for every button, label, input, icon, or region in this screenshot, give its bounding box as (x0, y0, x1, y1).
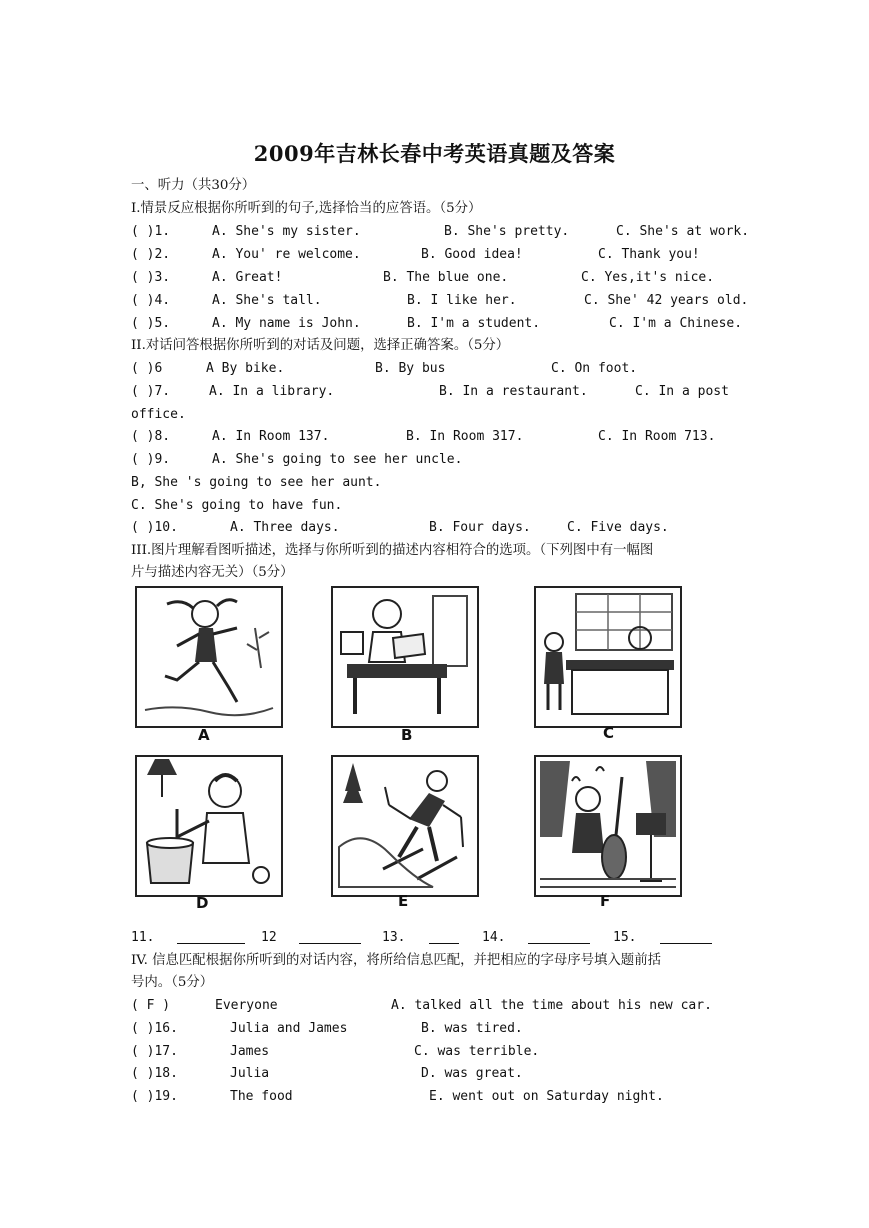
answer-blank[interactable] (177, 929, 245, 944)
picture-label: C (603, 724, 615, 742)
answer-blank[interactable] (299, 929, 361, 944)
picture-label: A (198, 726, 210, 744)
picture-label: D (196, 894, 209, 912)
picture-label: E (398, 892, 409, 910)
picture-e (331, 755, 479, 897)
picture-d (135, 755, 283, 897)
page-title: 2009年吉林长春中考英语真题及答案 (253, 141, 616, 166)
answer-blank[interactable] (528, 929, 590, 944)
picture-label: B (401, 726, 413, 744)
picture-a (135, 586, 283, 728)
question-option: C. She's going to have fun. (131, 498, 343, 513)
answer-blank[interactable] (660, 929, 712, 944)
part-iv-heading-cont: 号内。（5分） (131, 975, 214, 990)
part-iii-heading: III.图片理解看图听描述，选择与你所听到的描述内容相符合的选项。（下列图中有一幅图 (131, 543, 654, 558)
picture-label: F (600, 892, 611, 910)
question-option: B, She 's going to see her aunt. (131, 475, 382, 490)
part-iv-heading: IV. 信息匹配根据你所听到的对话内容，将所给信息匹配，并把相应的字母序号填入题前括 (131, 953, 661, 968)
picture-c (534, 586, 682, 728)
part-iii-heading-cont: 片与描述内容无关）（5分） (131, 565, 294, 580)
picture-b (331, 586, 479, 728)
part-i-heading: I.情景反应根据你所听到的句子,选择恰当的应答语。（5分） (131, 201, 482, 216)
answer-blank[interactable] (429, 929, 459, 944)
section-heading: 一、听力（共30分） (131, 178, 256, 193)
part-ii-heading: II.对话问答根据你所听到的对话及问题，选择正确答案。（5分） (131, 338, 510, 353)
picture-f (534, 755, 682, 897)
question-continuation: office. (131, 407, 186, 422)
